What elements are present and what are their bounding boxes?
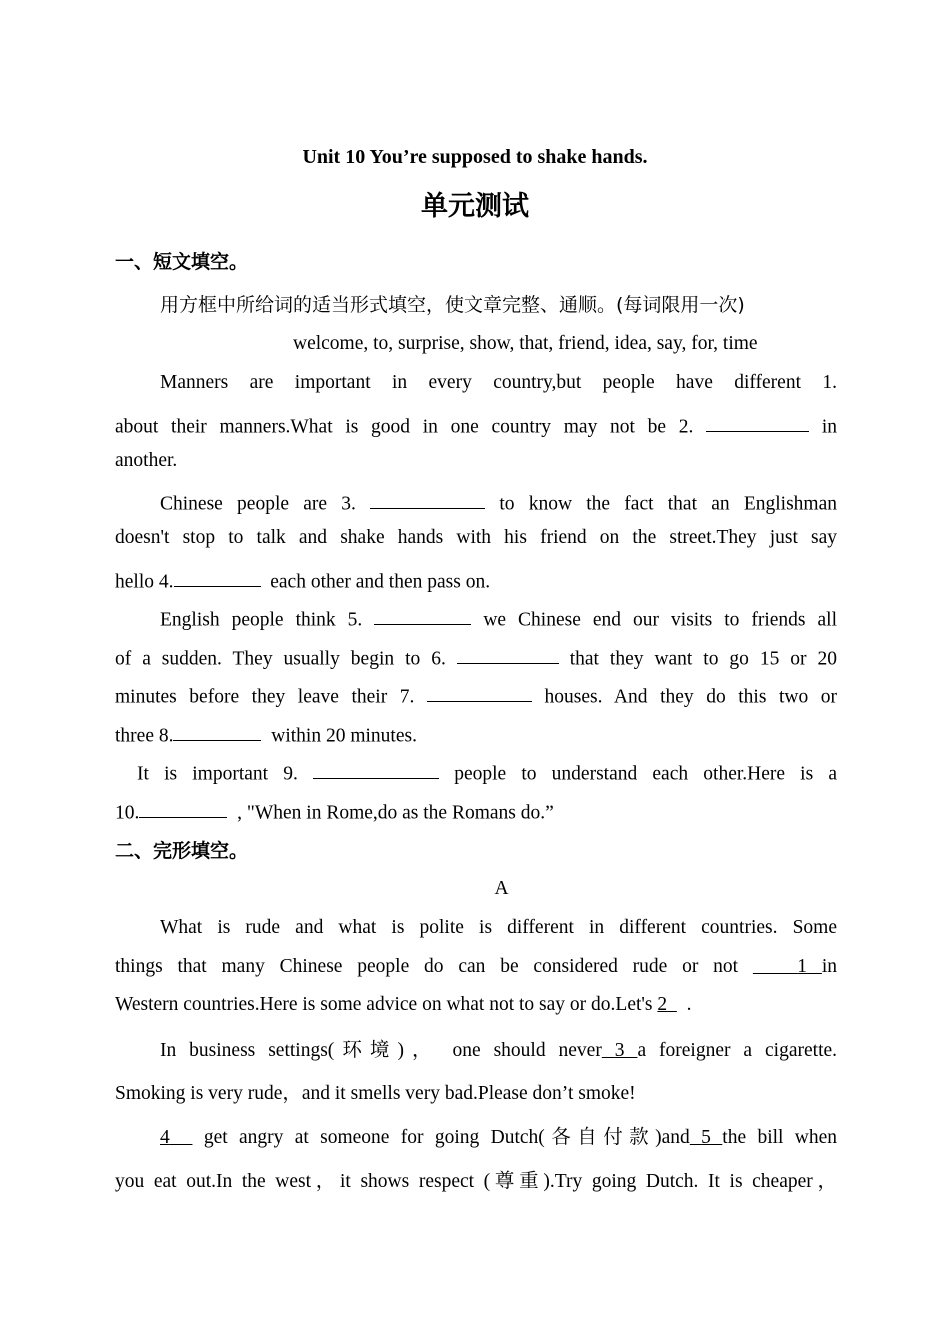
page-subtitle: 单元测试: [421, 191, 529, 222]
section1-instruction: 用方框中所给词的适当形式填空，使文章完整、通顺。(每词限用一次): [160, 294, 745, 316]
s2-line-5: Smoking is very rude，and it smells very bad.Please don’t smoke!: [115, 1083, 636, 1104]
s1-line-4: Chinese people are 3. to know the fact that an Englishman: [160, 488, 837, 515]
s1-line-9: minutes before they leave their 7. houses. And they do this two or: [115, 681, 837, 708]
s2-line-4: In business settings(环境)， one should never 3 a foreigner a cigarette.: [160, 1040, 838, 1061]
blank-2: [706, 411, 809, 432]
s1-line-5: doesn't stop to talk and shake hands with his friend on the street.They just say: [115, 527, 837, 548]
s1-line-3: another.: [115, 450, 178, 471]
section2-heading: 二、完形填空。: [115, 840, 249, 862]
s1-line-6: hello 4. each other and then pass on.: [115, 566, 490, 593]
blank-8: [173, 720, 261, 741]
s1-line-10: three 8. within 20 minutes.: [115, 720, 417, 747]
s1-line-1: Manners are important in every country,but people have different 1.: [160, 372, 837, 393]
s1-line-8: of a sudden. They usually begin to 6. that they want to go 15 or 20: [115, 643, 837, 670]
word-box: welcome, to, surprise, show, that, friend, idea, say, for, time: [293, 333, 758, 354]
s2-line-7: you eat out.In the west，it shows respect (尊重).Try going Dutch. It is cheaper，: [115, 1171, 837, 1192]
s2-line-6: 4 get angry at someone for going Dutch(各自付款)and 5 the bill when: [160, 1127, 838, 1148]
s1-line-2: about their manners.What is good in one country may not be 2. in: [115, 411, 837, 438]
s1-line-12: 10. , "When in Rome,do as the Romans do.”: [115, 797, 554, 824]
s1-line-11: It is important 9. people to understand each other.Here is a: [137, 758, 837, 785]
s2-line-3: Western countries.Here is some advice on what not to say or do.Let's 2 .: [115, 994, 692, 1015]
blank-4: [174, 566, 261, 587]
passage-label: A: [494, 878, 509, 899]
section1-heading: 一、短文填空。: [115, 251, 249, 273]
blank-9: [313, 758, 439, 779]
s1-line-7: English people think 5. we Chinese end our visits to friends all: [160, 604, 837, 631]
s2-line-2: things that many Chinese people do can be considered rude or not 1 in: [115, 956, 838, 977]
blank-7: [427, 681, 532, 702]
blank-10: [139, 797, 227, 818]
blank-5: [374, 604, 471, 625]
s2-line-1: What is rude and what is polite is different in different countries. Some: [160, 917, 837, 938]
blank-3: [370, 488, 485, 509]
blank-6: [457, 643, 559, 664]
page-title: Unit 10 You’re supposed to shake hands.: [302, 146, 648, 168]
